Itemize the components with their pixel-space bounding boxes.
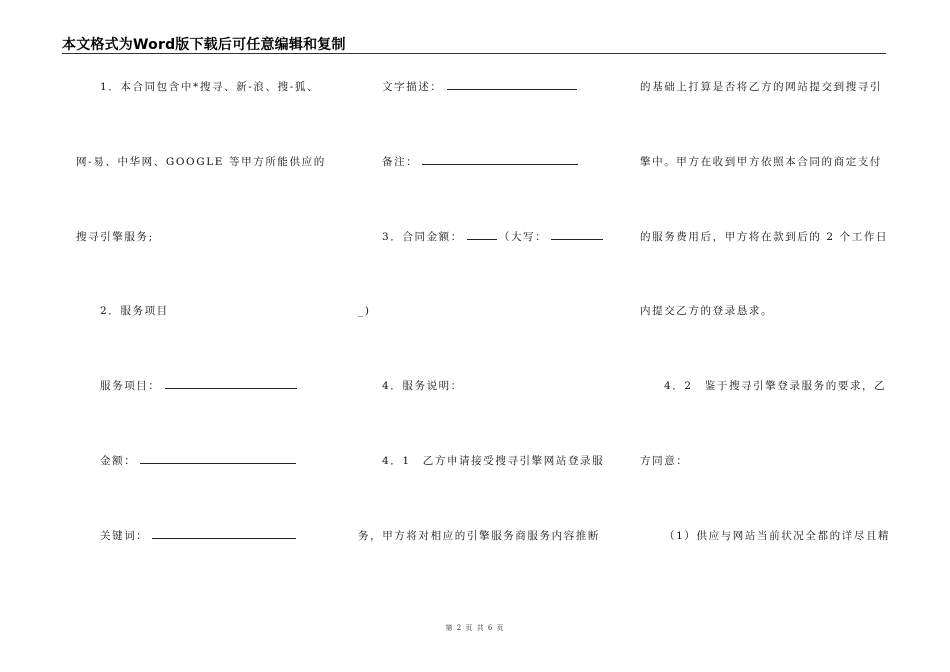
fill-in-blank (152, 529, 296, 539)
form-row-amount (100, 454, 296, 468)
field-label: 3．合同金额： (382, 231, 463, 243)
header-divider (62, 53, 886, 54)
text-line: 4．2 鉴于搜寻引擎登录服务的要求，乙 (664, 380, 887, 392)
page-number: 第 2 页 共 6 页 (445, 624, 505, 632)
text-line: 方同意： (640, 455, 689, 467)
text-line: 的基础上打算是否将乙方的网站提交到搜寻引 (640, 81, 882, 93)
fill-in-blank (165, 379, 297, 389)
text-line: 网-易、中华网、GOOGLE 等甲方所能供应的 (76, 156, 326, 168)
form-row-service-item (100, 379, 297, 393)
text-line: 搜寻引擎服务; (76, 231, 154, 243)
field-label: 金额： (100, 455, 137, 467)
fill-in-blank (422, 155, 578, 165)
text-line: 2．服务项目 (100, 305, 169, 317)
text-line: _) (358, 305, 371, 317)
form-row-keywords (100, 529, 296, 543)
fill-in-blank (551, 230, 603, 240)
document-header-title: 本文格式为Word版下载后可任意编辑和复制 (62, 37, 346, 53)
text-line: （1）供应与网站当前状况全都的详尽且精 (664, 530, 891, 542)
fill-in-blank (140, 454, 296, 464)
form-row-text-description (382, 80, 577, 94)
field-label: 服务项目： (100, 380, 161, 392)
form-row-remarks (382, 155, 578, 169)
form-row-contract-amount (382, 230, 603, 244)
text-line: 务，甲方将对相应的引擎服务商服务内容推断 (358, 530, 600, 542)
field-label: 关键词： (100, 530, 149, 542)
text-line: 4．服务说明： (382, 380, 463, 392)
fill-in-blank (467, 230, 497, 240)
field-label: 文字描述： (382, 81, 443, 93)
text-line: 擎中。甲方在收到甲方依照本合同的商定支付 (640, 156, 882, 168)
text-line: 的服务费用后，甲方将在款到后的 2 个工作日 (640, 231, 889, 243)
text-line: 4．1 乙方申请接受搜寻引擎网站登录服 (382, 455, 605, 467)
text-line: 1．本合同包含中*搜寻、新-浪、搜-狐、 (100, 81, 320, 93)
fill-in-blank (447, 80, 577, 90)
field-label: 备注： (382, 156, 419, 168)
field-label: （大写： (498, 231, 548, 243)
text-line: 内提交乙方的登录恳求。 (640, 305, 774, 317)
